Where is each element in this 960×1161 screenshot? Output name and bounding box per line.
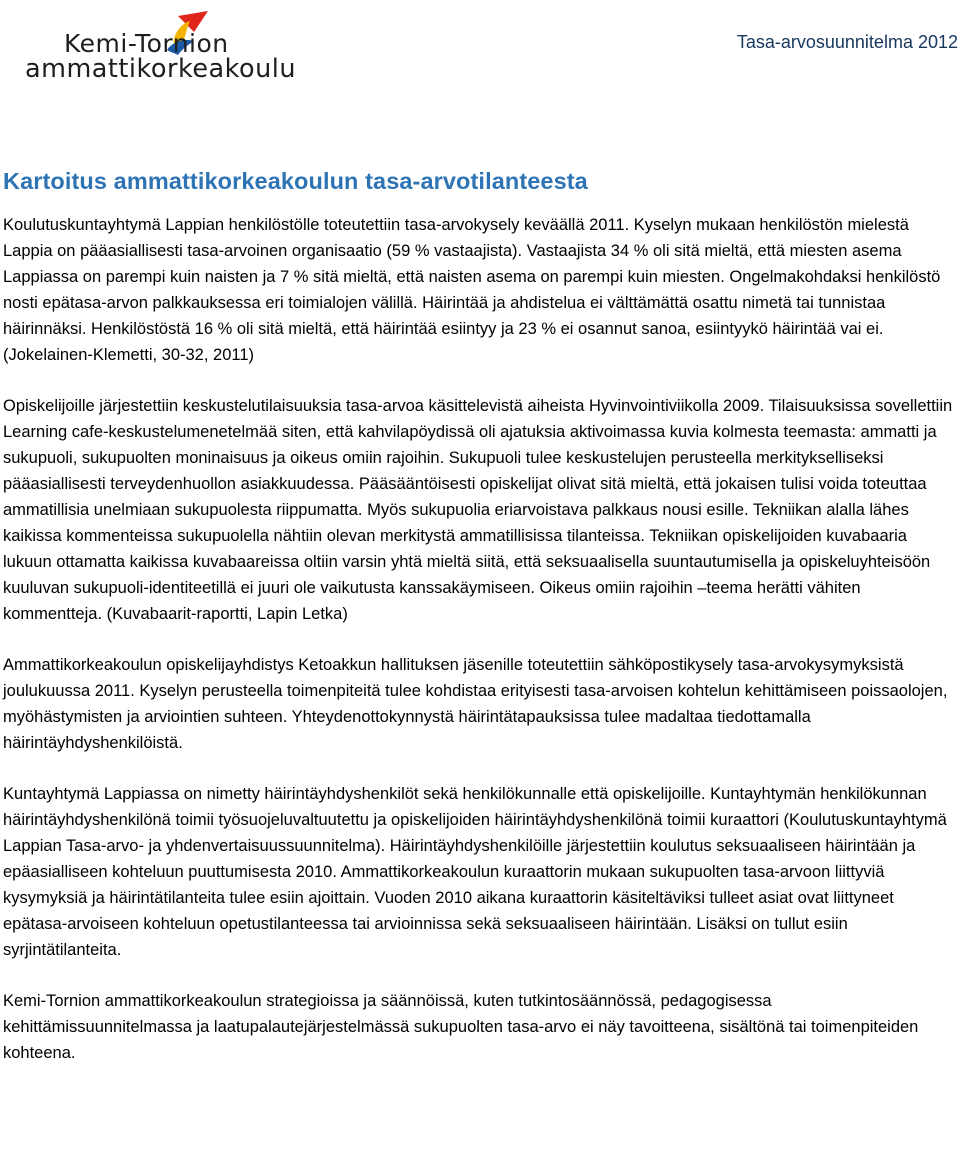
page-header	[0, 0, 960, 100]
paragraph-student-union-survey: Ammattikorkeakoulun opiskelijayhdistys Ketoakkun hallituksen jäsenille toteutettiin sähköpostikysely tasa-arvokysymyksistä joulukuussa 2011. Kyselyn perusteella toimenpiteitä tulee kohdistaa erityisesti tasa-arvoisen kohtelun kehittämiseen poissaolojen, myöhästymisten ja arviointien suhteen. Yhteydenottokynnystä häirintätapauksissa tulee madaltaa tiedottamalla häirintäyhdyshenkilöistä.	[3, 656, 948, 752]
institution-logo	[22, 8, 362, 88]
paragraph-harassment-contacts: Kuntayhtymä Lappiassa on nimetty häirintäyhdyshenkilöt sekä henkilökunnalle että opiskelijoille. Kuntayhtymän henkilökunnan häirintäyhdyshenkilönä toimii työsuojeluvaltuutettu ja opiskelijoiden häirintäyhdyshenkilönä toimii kuraattori (Koulutuskuntayhtymä Lappian Tasa-arvo- ja yhdenvertaisuussuunnitelma). Häirintäyhdyshenkilöille järjestettiin koulutus seksuaaliseen häirintään ja epäasialliseen kohteluun puuttumisesta 2010. Ammattikorkeakoulun kuraattorin mukaan sukupuolten tasa-arvoon liittyviä kysymyksiä ja häirintätilanteita tulee esiin ajoittain. Vuoden 2010 aikana kuraattorin käsiteltäviksi tulleet asiat ovat liittyneet epätasa-arvoiseen kohteluun opetustilanteessa tai arvioinnissa sekä seksuaaliseen häirintään. Lisäksi on tullut esiin syrjintätilanteita.	[3, 785, 947, 959]
logo-line-1: Kemi-Tornion	[64, 29, 229, 58]
paragraph-student-discussions: Opiskelijoille järjestettiin keskustelutilaisuuksia tasa-arvoa käsittelevistä aiheista Hyvinvointiviikolla 2009. Tilaisuuksissa sovellettiin Learning cafe-keskustelumenetelmää siten, että kahvilapöydissä oli ajatuksia aktivoimassa kuvia kolmesta teemasta: ammatti ja sukupuoli, sukupuolten moninaisuus ja oikeus omiin rajoihin. Sukupuoli tulee keskustelujen perusteella merkitykselliseksi pääasiallisesti terveydenhuollon asiakkuudessa. Pääsääntöisesti opiskelijat olivat sitä mieltä, että jokaisen tulisi voida toteuttaa ammatillisia unelmiaan sukupuolesta riippumatta. Myös sukupuolia eriarvoistava palkkaus nousi esille. Tekniikan alalla lähes kaikissa kommenteissa sukupuolella nähtiin olevan merkitystä ammatillisissa tilanteissa. Tekniikan opiskelijoiden kuvabaaria lukuun ottamatta kaikissa kuvabaareissa oltiin varsin yhtä mieltä siitä, että seksuaalisella suuntautumisella ja opiskeluyhteisöön kuuluvan sukupuoli-identiteetillä ei juuri ole vaikutusta kanssakäymiseen. Oikeus omiin rajoihin –teema herätti vähiten kommentteja. (Kuvabaarit-raportti, Lapin Letka)	[3, 397, 953, 623]
document-body	[3, 166, 958, 1091]
section-heading: Kartoitus ammattikorkeakoulun tasa-arvotilanteesta	[3, 168, 588, 194]
document-title: Tasa-arvosuunnitelma 2012	[736, 32, 958, 52]
paragraph-staff-survey: Koulutuskuntayhtymä Lappian henkilöstölle toteutettiin tasa-arvokysely keväällä 2011. Kyselyn mukaan henkilöstön mielestä Lappia on pääasiallisesti tasa-arvoinen organisaatio (59 % vastaajista). Vastaajista 34 % oli sitä mieltä, että miesten asema Lappiassa on parempi kuin naisten ja 7 % sitä mieltä, että naisten asema on parempi kuin miesten. Ongelmakohdaksi henkilöstö nosti epätasa-arvon palkkauksessa eri toimialojen välillä. Häirintää ja ahdistelua ei välttämättä osattu nimetä tai tunnistaa häirinnäksi. Henkilöstöstä 16 % oli sitä mieltä, että häirintää esiintyy ja 23 % ei osannut sanoa, esiintyykö häirintää vai ei. (Jokelainen-Klemetti, 30-32, 2011)	[3, 216, 941, 364]
logo-line-2: ammattikorkeakoulu	[25, 54, 296, 84]
logo-wordmark	[22, 8, 362, 88]
paragraph-strategies: Kemi-Tornion ammattikorkeakoulun strategioissa ja säännöissä, kuten tutkintosäännössä, pedagogisessa kehittämissuunnitelmassa ja laatupalautejärjestelmässä sukupuolten tasa-arvo ei näy tavoitteena, sisältönä tai toimenpiteiden kohteena.	[3, 992, 919, 1062]
